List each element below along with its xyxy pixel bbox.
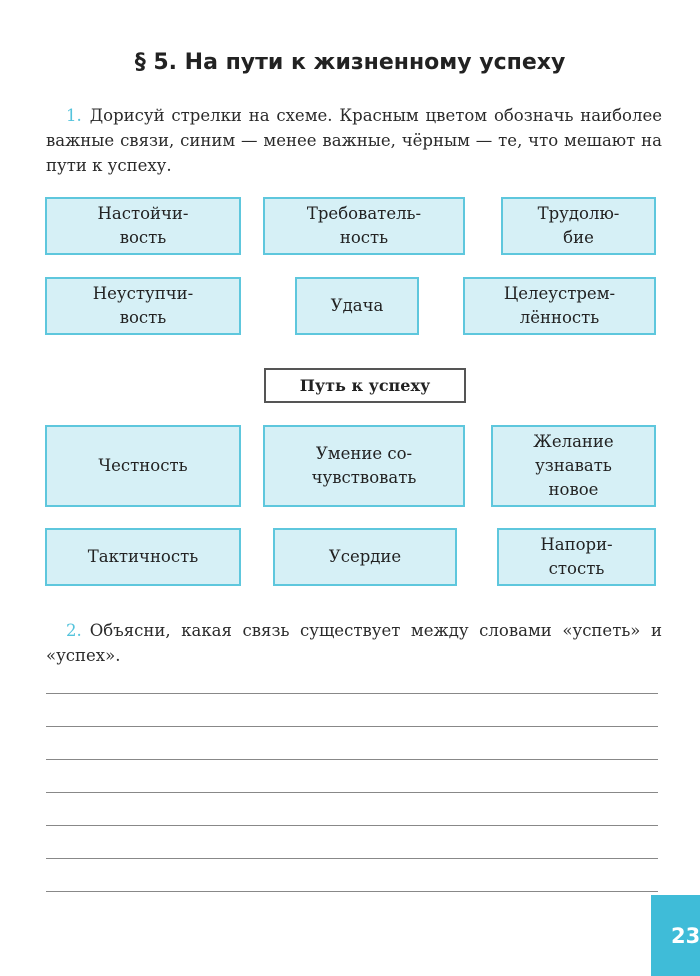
answer-line[interactable] bbox=[46, 792, 658, 793]
page-title: § 5. На пути к жизненному успеху bbox=[134, 50, 566, 75]
answer-line[interactable] bbox=[46, 759, 658, 760]
quality-box: Требователь- ность bbox=[263, 197, 465, 255]
task-2 bbox=[46, 618, 662, 668]
quality-box: Желание узнавать новое bbox=[491, 425, 656, 507]
task-1 bbox=[46, 103, 662, 178]
page-number-tab bbox=[651, 895, 700, 976]
quality-box: Неуступчи- вость bbox=[45, 277, 241, 335]
task-2-number: 2. bbox=[66, 621, 82, 640]
quality-box: Трудолю- бие bbox=[501, 197, 656, 255]
quality-box: Тактичность bbox=[45, 528, 241, 586]
quality-box: Умение со- чувствовать bbox=[263, 425, 465, 507]
quality-box: Настойчи- вость bbox=[45, 197, 241, 255]
quality-box: Напори- стость bbox=[497, 528, 656, 586]
page-number: 23 bbox=[671, 923, 700, 948]
answer-line[interactable] bbox=[46, 825, 658, 826]
answer-line[interactable] bbox=[46, 858, 658, 859]
answer-line[interactable] bbox=[46, 891, 658, 892]
quality-box: Честность bbox=[45, 425, 241, 507]
task-1-number: 1. bbox=[66, 106, 82, 125]
quality-box: Целеустрем- лённость bbox=[463, 277, 656, 335]
task-1-text: Дорисуй стрелки на схеме. Красным цветом обозначь наиболее важные связи, синим — менее важные, чёрным — те, что мешают на пути к успеху. bbox=[46, 106, 662, 175]
answer-line[interactable] bbox=[46, 693, 658, 694]
task-2-text: Объясни, какая связь существует между словами «успеть» и «успех». bbox=[46, 621, 662, 665]
quality-box: Усердие bbox=[273, 528, 457, 586]
quality-box: Удача bbox=[295, 277, 419, 335]
answer-line[interactable] bbox=[46, 726, 658, 727]
path-to-success-box: Путь к успеху bbox=[264, 368, 466, 403]
